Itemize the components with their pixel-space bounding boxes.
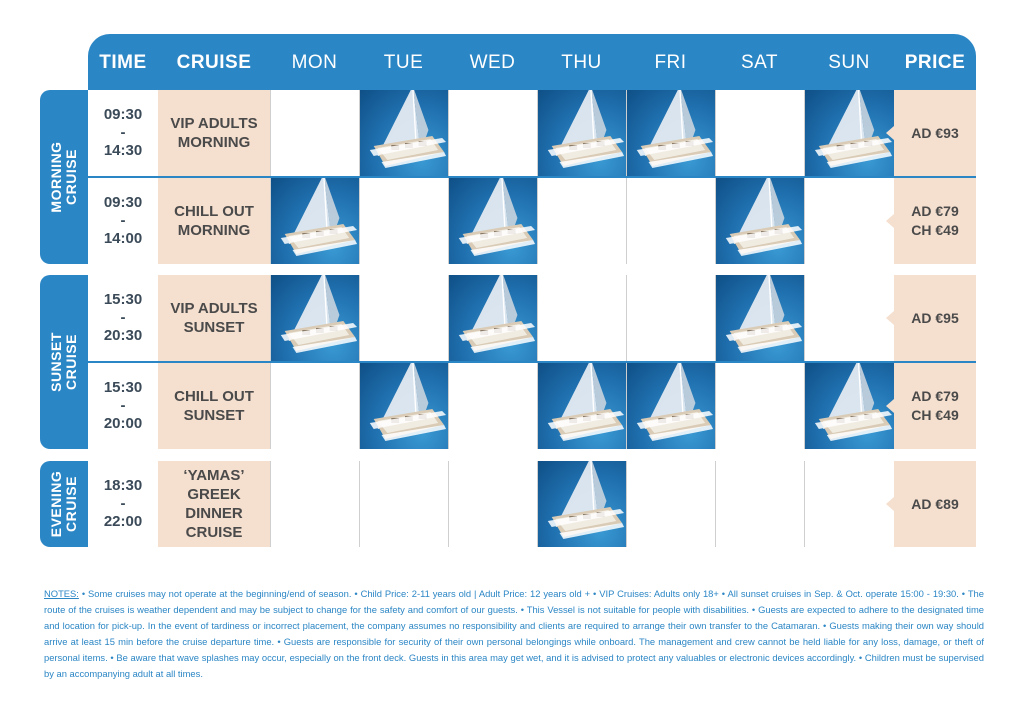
cruise-group	[40, 461, 976, 547]
schedule-row	[88, 275, 976, 361]
catamaran-photo	[627, 90, 715, 176]
day-cell-thu	[537, 90, 626, 176]
schedule-row	[88, 90, 976, 176]
schedule-row	[88, 363, 976, 449]
time-cell	[88, 178, 158, 264]
price-line: CH €49	[911, 407, 959, 423]
cruise-group	[40, 275, 976, 449]
time-dash: -	[120, 495, 126, 512]
time-dash: -	[120, 212, 126, 229]
time-end: 22:00	[103, 513, 143, 530]
group-label-line1: EVENING	[48, 470, 64, 538]
time-dash: -	[120, 124, 126, 141]
day-cell-sat	[715, 90, 804, 176]
day-cell-sun	[804, 363, 894, 449]
group-label-line2: CRUISE	[63, 149, 79, 205]
time-start: 09:30	[103, 194, 143, 211]
time-cell	[88, 363, 158, 449]
day-cell-sun	[804, 275, 894, 361]
header-tue: TUE	[383, 52, 424, 73]
day-cell-tue	[359, 90, 448, 176]
day-cell-thu	[537, 461, 626, 547]
schedule-header	[88, 34, 976, 90]
catamaran-photo	[271, 275, 359, 361]
day-cell-wed	[448, 178, 537, 264]
catamaran-photo	[538, 363, 626, 449]
day-cell-mon	[270, 461, 359, 547]
time-dash: -	[120, 397, 126, 414]
day-cell-fri	[626, 461, 715, 547]
day-cell-wed	[448, 275, 537, 361]
day-cell-thu	[537, 178, 626, 264]
day-cell-sat	[715, 461, 804, 547]
header-sat: SAT	[740, 52, 779, 73]
day-cell-sat	[715, 363, 804, 449]
day-cell-mon	[270, 363, 359, 449]
header-wed: WED	[469, 52, 516, 73]
header-cruise: CRUISE	[176, 52, 252, 73]
time-dash: -	[120, 309, 126, 326]
day-cell-mon	[270, 275, 359, 361]
day-cell-wed	[448, 363, 537, 449]
time-start: 15:30	[103, 379, 143, 396]
schedule-row	[88, 461, 976, 547]
group-label-text	[49, 332, 79, 392]
cruise-name: ‘YAMAS’ GREEK DINNER CRUISE	[158, 461, 270, 547]
time-start: 18:30	[103, 477, 143, 494]
group-label	[40, 275, 88, 449]
price-cell	[894, 363, 976, 449]
notes-body: • Some cruises may not operate at the beginning/end of season. • Child Price: 2-11 years old | Adult Price: 12 years old + • VIP Cruises: Adults only 18+ • All sunset cruises in Sep. & Oct. operate 15:00 - 19:30. • The route of the cruises is weather dependent and may be subject to change for the safety and comfort of our guests. • This Vessel is not suitable for people with disabilities. • Guests are expected to adhere to the designated time and location for pick-up. In the event of tardiness or incorrect placement, the company assumes no responsibility and clients are required to arrange their own transfer to the Catamaran. • Guests making their own way should arrive at least 15 min before the cruise departure time. • Guests are responsible for security of their own personal belongings while onboard. The management and crew cannot be held liable for any loss, damage, or theft of personal items. • Be aware that wave splashes may occur, especially on the front deck. Guests in this area may get wet, and it is advised to protect any valuables or electronic devices accordingly. • Children must be supervised by an accompanying adult at all times.	[44, 588, 984, 679]
header-mon: MON	[291, 52, 338, 73]
catamaran-photo	[538, 90, 626, 176]
day-cell-sat	[715, 178, 804, 264]
time-end: 20:00	[103, 415, 143, 432]
day-cell-tue	[359, 178, 448, 264]
catamaran-photo	[360, 363, 448, 449]
day-cell-tue	[359, 275, 448, 361]
catamaran-photo	[805, 90, 894, 176]
cruise-name: CHILL OUT MORNING	[158, 178, 270, 264]
price-cell	[894, 275, 976, 361]
time-cell	[88, 461, 158, 547]
cruise-name: VIP ADULTS SUNSET	[158, 275, 270, 361]
catamaran-photo	[716, 178, 804, 264]
catamaran-photo	[538, 461, 626, 547]
group-label-line2: CRUISE	[63, 334, 79, 390]
schedule-row	[88, 178, 976, 264]
price-cell	[894, 461, 976, 547]
price-cell	[894, 90, 976, 176]
price-line: AD €79	[911, 388, 959, 404]
price-line: AD €89	[911, 495, 959, 512]
notes-lead: NOTES:	[44, 588, 79, 599]
header-price: PRICE	[904, 52, 966, 73]
price-line: CH €49	[911, 222, 959, 238]
day-cell-sat	[715, 275, 804, 361]
day-cell-tue	[359, 363, 448, 449]
day-cell-thu	[537, 363, 626, 449]
day-cell-wed	[448, 461, 537, 547]
group-label-line1: SUNSET	[48, 332, 64, 392]
day-cell-mon	[270, 90, 359, 176]
price-line: AD €95	[911, 309, 959, 326]
day-cell-fri	[626, 90, 715, 176]
day-cell-wed	[448, 90, 537, 176]
time-end: 20:30	[103, 327, 143, 344]
notes-section	[44, 586, 984, 682]
catamaran-photo	[449, 275, 537, 361]
cruise-name: CHILL OUT SUNSET	[158, 363, 270, 449]
group-label	[40, 461, 88, 547]
time-start: 09:30	[103, 106, 143, 123]
time-end: 14:30	[103, 142, 143, 159]
group-label-text	[49, 141, 79, 212]
time-cell	[88, 275, 158, 361]
day-cell-sun	[804, 461, 894, 547]
header-thu: THU	[561, 52, 602, 73]
header-sun: SUN	[828, 52, 870, 73]
cruise-name: VIP ADULTS MORNING	[158, 90, 270, 176]
cruise-group	[40, 90, 976, 264]
group-label-text	[49, 471, 79, 538]
day-cell-fri	[626, 178, 715, 264]
day-cell-sun	[804, 90, 894, 176]
time-cell	[88, 90, 158, 176]
day-cell-sun	[804, 178, 894, 264]
header-time: TIME	[99, 52, 147, 73]
price-cell	[894, 178, 976, 264]
catamaran-photo	[716, 275, 804, 361]
header-fri: FRI	[654, 52, 687, 73]
catamaran-photo	[627, 363, 715, 449]
catamaran-photo	[449, 178, 537, 264]
catamaran-photo	[805, 363, 894, 449]
time-start: 15:30	[103, 291, 143, 308]
price-line: AD €93	[911, 124, 959, 141]
day-cell-fri	[626, 363, 715, 449]
day-cell-mon	[270, 178, 359, 264]
day-cell-fri	[626, 275, 715, 361]
catamaran-photo	[360, 90, 448, 176]
catamaran-photo	[271, 178, 359, 264]
day-cell-tue	[359, 461, 448, 547]
price-line: AD €79	[911, 203, 959, 219]
group-label	[40, 90, 88, 264]
group-label-line2: CRUISE	[63, 476, 79, 532]
day-cell-thu	[537, 275, 626, 361]
time-end: 14:00	[103, 230, 143, 247]
group-label-line1: MORNING	[48, 141, 64, 213]
